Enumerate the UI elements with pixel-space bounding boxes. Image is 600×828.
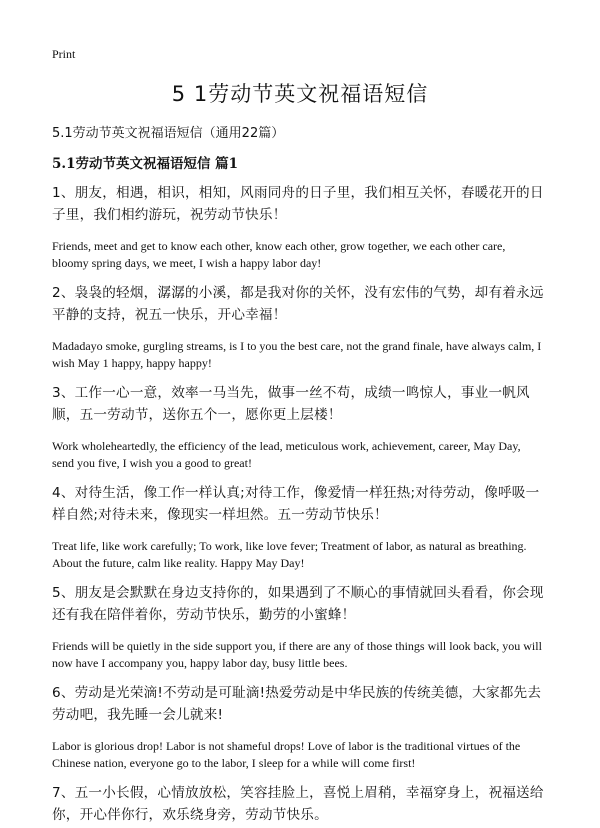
list-item (52, 782, 544, 826)
document-content (52, 182, 544, 826)
english-paragraph: Work wholeheartedly, the efficiency of the lead, meticulous work, achievement, career, May Day, send you five, I wish you a good to great! (52, 439, 521, 470)
list-item (52, 582, 544, 672)
list-item (52, 182, 544, 272)
chinese-paragraph: 7、五一小长假，心情放放松，笑容挂脸上，喜悦上眉稍，幸福穿身上，祝福送给你，开心伴你行，欢乐绕身旁，劳动节快乐。 (52, 785, 544, 823)
list-item (52, 282, 544, 372)
chinese-paragraph: 5、朋友是会默默在身边支持你的，如果遇到了不顺心的事情就回头看看，你会现还有我在陪伴着你，劳动节快乐，勤劳的小蜜蜂！ (52, 585, 544, 623)
document-title: 5 1劳动节英文祝福语短信 (171, 82, 429, 106)
chinese-paragraph: 1、朋友，相遇，相识，相知，风雨同舟的日子里，我们相互关怀，春暖花开的日子里，我们相约游玩，祝劳动节快乐！ (52, 185, 544, 223)
english-paragraph: Friends will be quietly in the side support you, if there are any of those things will look back, you will now have I accompany you, happy labor day, busy little bees. (52, 639, 542, 670)
list-item (52, 482, 544, 572)
print-label[interactable]: Print (52, 47, 76, 61)
list-item (52, 382, 544, 472)
english-paragraph: Madadayo smoke, gurgling streams, is I to you the best care, not the grand finale, have always calm, I wish May 1 happy, happy happy! (52, 339, 542, 370)
english-paragraph: Labor is glorious drop! Labor is not shameful drops! Love of labor is the traditional virtues of the Chinese nation, everyone go to the labor, I sleep for a while will come first! (52, 739, 521, 770)
english-paragraph: Friends, meet and get to know each other, know each other, grow together, we each other care, bloomy spring days, we meet, I wish a happy labor day! (52, 239, 506, 270)
chinese-paragraph: 2、袅袅的轻烟，潺潺的小溪，都是我对你的关怀，没有宏伟的气势，却有着永远平静的支持，祝五一快乐，开心幸福！ (52, 285, 544, 323)
document-subtitle: 5.1劳动节英文祝福语短信（通用22篇） (52, 126, 285, 141)
chinese-paragraph: 6、劳动是光荣滴!不劳动是可耻滴!热爱劳动是中华民族的传统美德，大家都先去劳动吧，我先睡一会儿就来! (52, 685, 542, 723)
english-paragraph: Treat life, like work carefully; To work, like love fever; Treatment of labor, as natural as breathing. About the future, calm like reality. Happy May Day! (52, 539, 527, 570)
chinese-paragraph: 3、工作一心一意，效率一马当先，做事一丝不苟，成绩一鸣惊人，事业一帆风顺，五一劳动节，送你五个一，愿你更上层楼！ (52, 385, 530, 423)
list-item (52, 682, 544, 772)
section-heading: 5.1劳动节英文祝福语短信 篇1 (52, 156, 239, 172)
chinese-paragraph: 4、对待生活，像工作一样认真;对待工作，像爱情一样狂热;对待劳动，像呼吸一样自然;对待未来，像现实一样坦然。五一劳动节快乐！ (52, 485, 540, 523)
